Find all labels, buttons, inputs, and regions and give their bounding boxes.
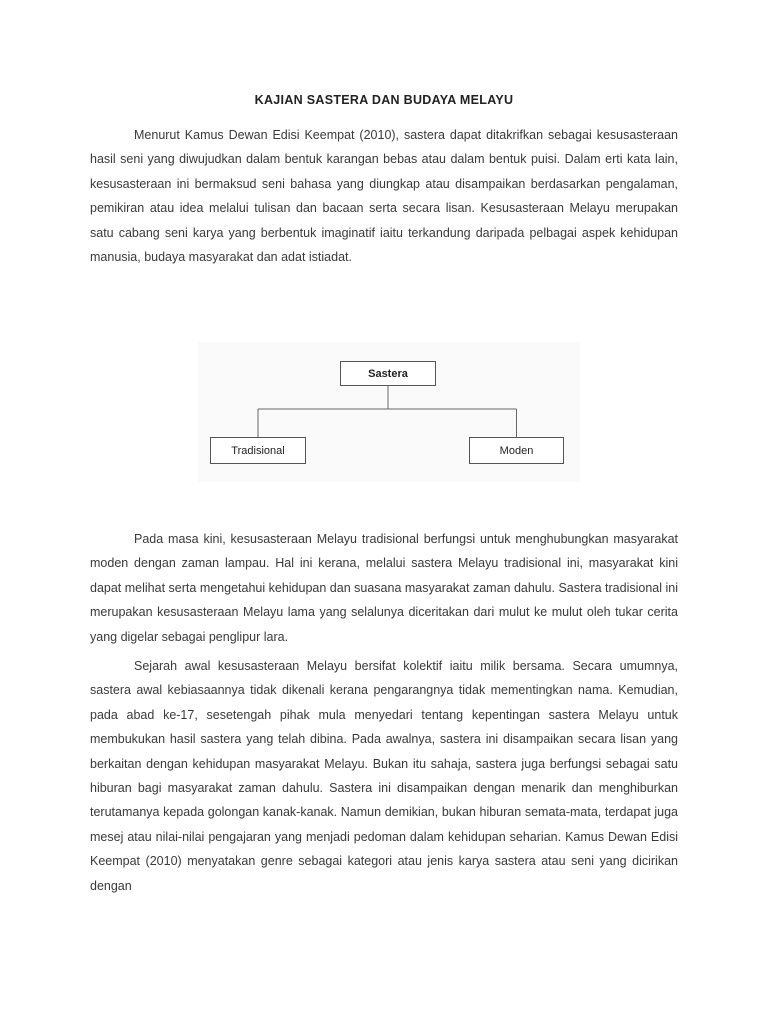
paragraph: Sejarah awal kesusasteraan Melayu bersifat kolektif iaitu milik bersama. Secara umumnya, sastera awal kebiasaannya tidak dikenali kerana pengarangnya tidak mementingkan nama. Kemudian, pada abad ke-17, sesetengah pihak mula menyedari tentang kepentingan sastera Melayu untuk membukukan hasil sastera yang telah dibina. Pada awalnya, sastera ini disampaikan secara lisan yang berkaitan dengan kehidupan masyarakat Melayu. Bukan itu sahaja, sastera juga berfungsi sebagai satu hiburan bagi masyarakat zaman dahulu. Sastera ini disampaikan dengan menarik dan menghiburkan terutamanya kepada golongan kanak-kanak. Namun demikian, bukan hiburan semata-mata, terdapat juga mesej atau nilai-nilai pengajaran yang menjadi pedoman dalam kehidupan seharian. Kamus Dewan Edisi Keempat (2010) menyatakan genre sebagai kategori atau jenis karya sastera atau seni yang dicirikan dengan <box>90 659 678 893</box>
paragraph: Menurut Kamus Dewan Edisi Keempat (2010), sastera dapat ditakrifkan sebagai kesusasteraan hasil seni yang diwujudkan dalam bentuk karangan bebas atau dalam bentuk puisi. Dalam erti kata lain, kesusasteraan ini bermaksud seni bahasa yang diungkap atau disampaikan berdasarkan pengalaman, pemikiran atau idea melalui tulisan dan bacaan serta secara lisan. Kesusasteraan Melayu merupakan satu cabang seni karya yang berbentuk imaginatif iaitu terkandung daripada pelbagai aspek kehidupan manusia, budaya masyarakat dan adat istiadat. <box>90 128 678 265</box>
diagram-node-sastera: Sastera <box>340 361 436 386</box>
page-title: KAJIAN SASTERA DAN BUDAYA MELAYU <box>254 93 514 107</box>
diagram-node-tradisional: Tradisional <box>210 437 306 464</box>
diagram-node-moden: Moden <box>469 437 564 464</box>
paragraph: Pada masa kini, kesusasteraan Melayu tradisional berfungsi untuk menghubungkan masyarakat moden dengan zaman lampau. Hal ini kerana, melalui sastera Melayu tradisional ini, masyarakat kini dapat melihat serta mengetahui kehidupan dan suasana masyarakat zaman dahulu. Sastera tradisional ini merupakan kesusasteraan Melayu lama yang selalunya diceritakan dari mulut ke mulut oleh tukar cerita yang digelar sebagai penglipur lara. <box>90 532 678 644</box>
sastera-hierarchy-diagram <box>198 342 580 482</box>
